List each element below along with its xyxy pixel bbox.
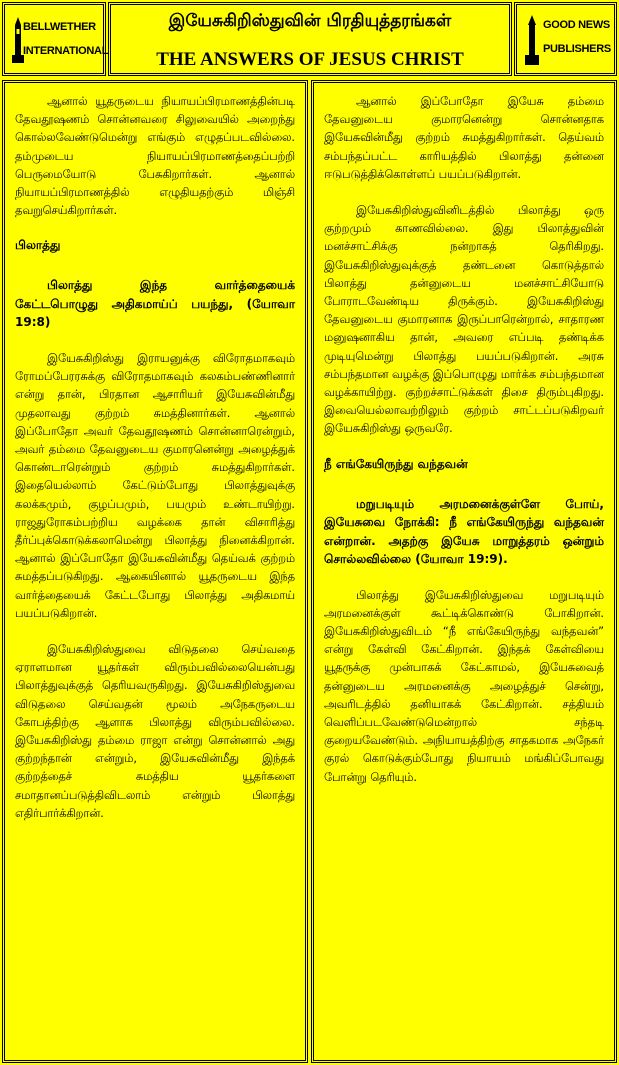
title-english: THE ANSWERS OF JESUS CHRIST bbox=[156, 49, 464, 70]
tower-icon bbox=[525, 15, 539, 65]
left-scripture-quote: பிலாத்து இந்த வார்த்தையைக் கேட்டபொழுது அதிகமாய்ப் பயந்து, (யோவா 19:8) bbox=[15, 278, 295, 330]
right-scripture-quote: மறுபடியும் அரமனைக்குள்ளே போய், இயேசுவை நோக்கி: நீ எங்கேயிருந்து வந்தவன் என்றான். அதற்கு இயேசு மாறுத்தரம் ஒன்றும் சொல்லவில்லை (யோவா 19:9). bbox=[324, 496, 604, 567]
logo-left-line1: BELLWETHER bbox=[23, 21, 96, 33]
left-paragraph-2: இயேசுகிறிஸ்து இராயனுக்கு விரோதமாகவும் ரோமப்பேரரசுக்கு விரோதமாகவும் கலகம்பண்ணினார் என்று தான், பிரதான ஆசாரியர் இயேசுவின்மீது முதலாவது குற்றம் சுமத்தினார்கள். ஆனால் இப்போதோ அவர் தேவதூஷணம் சொன்னாரென்றும், அவர் தம்மை தேவனுடைய குமாரனென்று அழைத்துக் கொண்டாரென்றும் குற்றம் சுமத்துகிறார்கள். இதையெல்லாம் கேட்டும்போது பிலாத்துவுக்கு கலக்கமும், குழப்பமும், பயமும் உண்டாயிற்று. ராஜதுரோகம்பற்றிய வழக்கை தான் விசாரித்து தீர்ப்புக்கொடுக்கலாமென்று பிலாத்து நினைக்கிறான். ஆனால் இப்போதோ இயேசுவின்மீது தெய்வக் குற்றம் சுமத்தப்படுகிறது. ஆகையினால் யூதருடைய இந்த வார்த்தையைக் கேட்டபோது பிலாத்து அதிகமாய் பயப்படுகிறான். bbox=[15, 351, 295, 620]
left-heading-pilate: பிலாத்து bbox=[15, 238, 61, 253]
good-news-logo bbox=[514, 2, 617, 76]
left-paragraph-1: ஆனால் யூதருடைய நியாயப்பிரமாணத்தின்படி தேவதூஷணம் சொன்னவரை சிலுவையில் அறைந்து கொல்லவேண்டுமென்று எங்கும் எழுதப்படவில்லை. தம்முடைய நியாயப்பிரமாணத்தைப்பற்றி பெருமையோடு பேசுகிறார்கள். ஆனால் நியாயப்பிரமாணத்தில் எழுதியதற்கும் மிஞ்சி தவறுசெய்கிறார்கள். bbox=[15, 95, 295, 218]
left-paragraph-3: இயேசுகிறிஸ்துவை விடுதலை செய்வதை ஏராளமான யூதர்கள் விரும்பவில்லையென்பது பிலாத்துவுக்குத் தெரியவருகிறது. இயேசுகிறிஸ்துவை விடுதலை செய்வதன் மூலம் அநேகருடைய கோபத்திற்கு ஆளாக பிலாத்து விரும்பவில்லை. இயேசுகிறிஸ்து தம்மை ராஜா என்று சொன்னால் அது குற்றந்தான் என்றும், இயேசுவின்மீது இந்தக் குற்றத்தைச் சுமத்திய யூதர்களை சமாதானப்படுத்திவிடலாம் என்றும் பிலாத்து எதிர்பார்க்கிறான். bbox=[15, 642, 295, 820]
title-tamil: இயேசுகிறிஸ்துவின் பிரதியுத்தரங்கள் bbox=[168, 11, 452, 31]
logo-right-line1: GOOD NEWS bbox=[543, 19, 610, 31]
title-banner bbox=[108, 2, 512, 76]
right-paragraph-2: இயேசுகிறிஸ்துவினிடத்தில் பிலாத்து ஒரு குற்றமும் காணவில்லை. இது பிலாத்துவின் மனச்சாட்சிக்கு நன்றாகத் தெரிகிறது. இயேசுகிறிஸ்துவுக்குத் தண்டனை கொடுத்தால் பிலாத்து தன்னுடைய மனச்சாட்சியோடு போராடவேண்டிய திருக்கும். இயேசுகிறிஸ்து தேவனுடைய குமாரனாக இருப்பாரென்றால், சாதாரண மனுஷனாகிய தான், அவரை எப்படி தண்டிக்க முடியுமென்று பிலாத்து பயப்படுகிறான். அரசு சம்பந்தமான வழக்கு இப்பொழுது மார்க்க சம்பந்தமான வழக்காயிற்று. குற்றச்சாட்டுக்கள் திசை திரும்புகிறது. இவையெல்லாவற்றிலும் குற்றம் சாட்டப்படுகிறவர் இயேசுகிறிஸ்து ஒருவரே. bbox=[324, 204, 604, 436]
right-column bbox=[311, 80, 617, 1063]
left-column bbox=[2, 80, 308, 1063]
logo-left-line2: INTERNATIONAL bbox=[23, 45, 109, 57]
bellwether-logo bbox=[2, 2, 109, 76]
logo-right-line2: PUBLISHERS bbox=[543, 43, 611, 55]
right-paragraph-3: பிலாத்து இயேசுகிறிஸ்துவை மறுபடியும் அரமனைக்குள் கூட்டிக்கொண்டு போகிறான். இயேசுகிறிஸ்துவிடம் “நீ எங்கேயிருந்து வந்தவன்” என்று கேள்வி கேட்கிறான். இந்தக் கேள்வியை யூதருக்கு முன்பாகக் கேட்காமல், இயேசுவைத் தன்னுடைய அரமனைக்கு அழைத்துச் சென்று, அவரிடத்தில் தனியாகக் கேட்கிறான். சத்தியம் வெளிப்படவேண்டுமென்றால் சந்தடி குறையவேண்டும். அநியாயத்திற்கு சாதகமாக அநேகர் குரல் கொடுக்கும்போது நியாயம் மங்கிப்போவது போன்று தெரியும். bbox=[324, 588, 604, 784]
right-paragraph-1: ஆனால் இப்போதோ இயேசு தம்மை தேவனுடைய குமாரனென்று சொன்னதாக இயேசுவின்மீது குற்றம் சுமத்துகிறார்கள். தெய்வம் சம்பந்தப்பட்ட காரியத்தில் பிலாத்து தன்னை ஈடுபடுத்திக்கொள்ளப் பயப்படுகிறான். bbox=[324, 95, 604, 181]
right-heading-where-from: நீ எங்கேயிருந்து வந்தவன் bbox=[324, 456, 468, 471]
